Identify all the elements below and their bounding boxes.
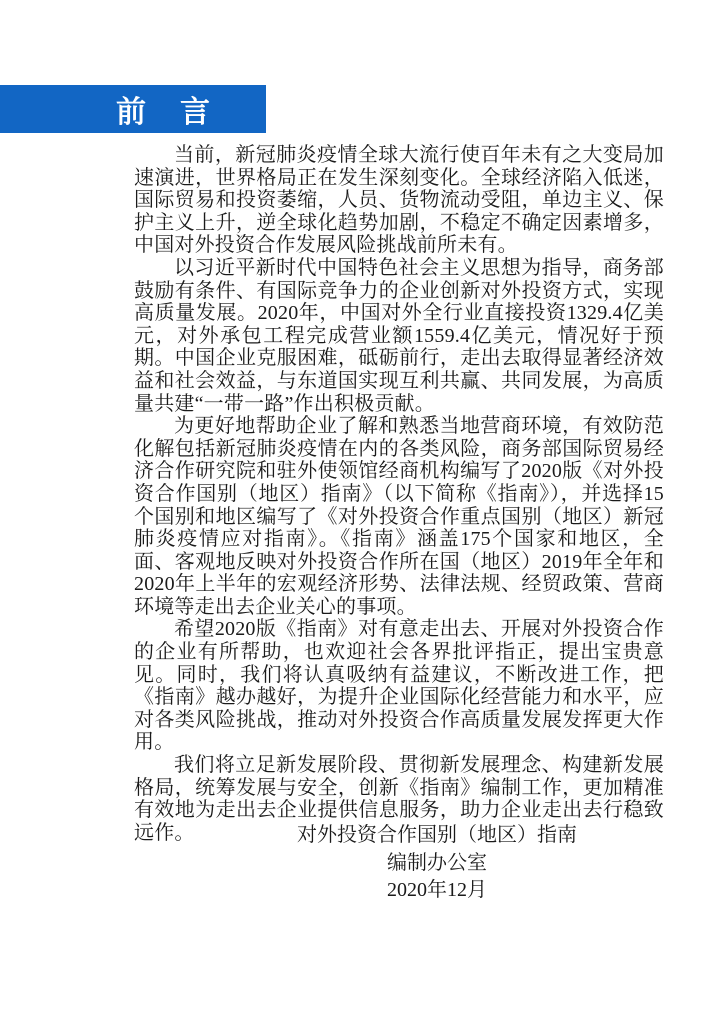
signature-line-date: 2020年12月 <box>387 879 487 901</box>
body-paragraph: 我们将立足新发展阶段、贯彻新发展理念、构建新发展格局，统筹发展与安全，创新《指南》编制工作，更加精准有效地为走出去企业提供信息服务，助力企业走出去行稳致远作。 <box>134 754 664 844</box>
section-title-banner <box>0 85 266 133</box>
body-paragraph: 当前，新冠肺炎疫情全球大流行使百年未有之大变局加速演进，世界格局正在发生深刻变化。全球经济陷入低迷，国际贸易和投资萎缩，人员、货物流动受阻，单边主义、保护主义上升，逆全球化趋势加剧，不稳定不确定因素增多，中国对外投资合作发展风险挑战前所未有。 <box>134 144 664 257</box>
body-paragraph: 希望2020版《指南》对有意走出去、开展对外投资合作的企业有所帮助，也欢迎社会各界批评指正，提出宝贵意见。同时，我们将认真吸纳有益建议，不断改进工作，把《指南》越办越好，为提升企业国际化经营能力和水平，应对各类风险挑战，推动对外投资合作高质量发展发挥更大作用。 <box>134 618 664 754</box>
body-text-block <box>134 144 664 844</box>
signature-line-office: 编制办公室 <box>387 851 487 874</box>
signature-block <box>172 822 702 905</box>
section-title: 前 言 <box>116 96 212 129</box>
signature-line-organization: 对外投资合作国别（地区）指南 <box>297 824 577 846</box>
body-paragraph: 以习近平新时代中国特色社会主义思想为指导，商务部鼓励有条件、有国际竞争力的企业创新对外投资方式，实现高质量发展。2020年，中国对外全行业直接投资1329.4亿美元，对外承包工程完成营业额1559.4亿美元，情况好于预期。中国企业克服困难，砥砺前行，走出去取得显著经济效益和社会效益，与东道国实现互利共赢、共同发展，为高质量共建“一带一路”作出积极贡献。 <box>134 256 664 415</box>
body-paragraph: 为更好地帮助企业了解和熟悉当地营商环境，有效防范化解包括新冠肺炎疫情在内的各类风险，商务部国际贸易经济合作研究院和驻外使领馆经商机构编写了2020版《对外投资合作国别（地区）指南》（以下简称《指南》），并选择15个国别和地区编写了《对外投资合作重点国别（地区）新冠肺炎疫情应对指南》。《指南》涵盖175个国家和地区，全面、客观地反映对外投资合作所在国（地区）2019年全年和2020年上半年的宏观经济形势、法律法规、经贸政策、营商环境等走出去企业关心的事项。 <box>134 415 664 618</box>
